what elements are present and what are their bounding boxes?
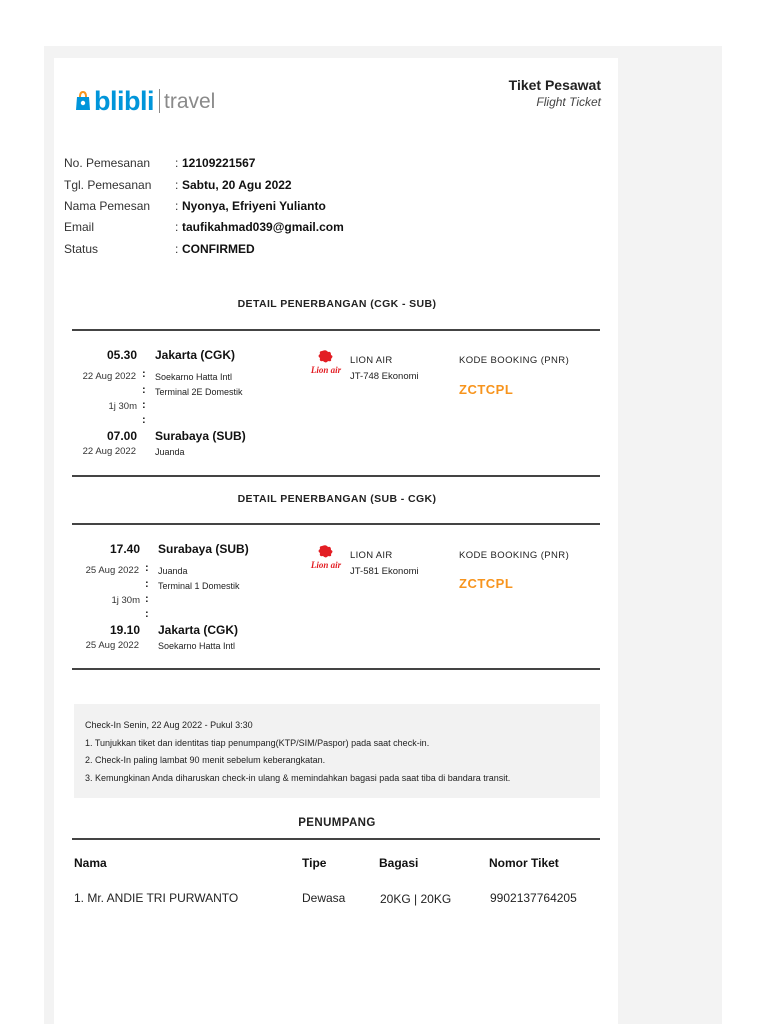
pnr-label: KODE BOOKING (PNR) [459,355,570,366]
booker-name-value: Nyonya, Efriyeni Yulianto [182,199,326,213]
colon: : [142,414,146,426]
departure-terminal: Terminal 1 Domestik [158,581,240,591]
colon: : [145,608,149,620]
blibli-travel-logo [74,84,215,118]
airline-name: LION AIR [350,550,393,561]
note-item: 2. Check-In paling lambat 90 menit sebelum keberangkatan. [85,755,326,765]
colon: : [145,593,149,605]
email-value: taufikahmad039@gmail.com [182,220,344,234]
booking-date-label: Tgl. Pemesanan [64,178,152,192]
check-in-notes [74,704,600,798]
departure-date: 25 Aug 2022 [85,565,139,576]
column-header-name: Nama [74,856,107,870]
passenger-type: Dewasa [302,891,346,905]
column-header-ticket-number: Nomor Tiket [489,856,559,870]
lion-air-logo [304,349,348,380]
colon: : [145,562,149,574]
divider [72,668,600,670]
arrival-time: 19.10 [109,623,140,637]
ticket-title: Tiket Pesawat [508,77,601,93]
departure-time: 17.40 [109,542,140,556]
status-label: Status [64,242,99,256]
departure-city: Surabaya (SUB) [158,542,249,556]
booking-number-value: 12109221567 [182,156,256,170]
colon: : [142,368,146,380]
lion-air-logo [304,544,348,575]
colon: : [175,178,179,192]
passenger-name: 1. Mr. ANDIE TRI PURWANTO [74,891,239,905]
flight-duration: 1j 30m [111,595,140,606]
departure-airport: Juanda [158,566,188,576]
flight-number: JT-581 Ekonomi [350,566,419,577]
pnr-code: ZCTCPL [459,576,514,591]
logo-divider [159,89,160,113]
arrival-date: 25 Aug 2022 [85,640,139,651]
departure-terminal: Terminal 2E Domestik [155,387,243,397]
divider [72,523,600,525]
pnr-label: KODE BOOKING (PNR) [459,550,570,561]
blibli-bag-icon [74,91,92,111]
svg-text:Lion air: Lion air [310,560,342,570]
email-label: Email [64,220,95,234]
logo-subtitle: travel [164,89,216,113]
svg-text:Lion air: Lion air [310,365,342,375]
colon: : [175,199,179,213]
arrival-city: Surabaya (SUB) [155,429,246,443]
booking-date-value: Sabtu, 20 Agu 2022 [182,178,292,192]
flight-section-title: DETAIL PENERBANGAN (CGK - SUB) [237,298,437,310]
booking-number-label: No. Pemesanan [64,156,151,170]
flight-duration: 1j 30m [108,401,137,412]
departure-date: 22 Aug 2022 [82,371,136,382]
divider [72,329,600,331]
arrival-airport: Juanda [155,447,185,457]
departure-city: Jakarta (CGK) [155,348,236,362]
colon: : [175,242,179,256]
departure-airport: Soekarno Hatta Intl [155,372,233,382]
passenger-baggage: 20KG | 20KG [380,892,452,906]
arrival-city: Jakarta (CGK) [158,623,239,637]
passenger-section-title: PENUMPANG [298,817,376,829]
passenger-ticket-number: 9902137764205 [490,891,577,905]
check-in-time: Check-In Senin, 22 Aug 2022 - Pukul 3:30 [85,720,253,730]
departure-time: 05.30 [106,348,137,362]
note-item: 3. Kemungkinan Anda diharuskan check-in ulang & memindahkan bagasi pada saat tiba di bandara transit. [85,773,511,783]
flight-section-title: DETAIL PENERBANGAN (SUB - CGK) [237,493,437,505]
colon: : [142,384,146,396]
flight-number: JT-748 Ekonomi [350,371,419,382]
arrival-time: 07.00 [106,429,137,443]
column-header-type: Tipe [302,856,327,870]
ticket-subtitle: Flight Ticket [536,95,601,109]
colon: : [145,578,149,590]
arrival-airport: Soekarno Hatta Intl [158,641,236,651]
arrival-date: 22 Aug 2022 [82,446,136,457]
logo-wordmark: blibli [94,85,154,116]
column-header-baggage: Bagasi [379,856,419,870]
divider [72,475,600,477]
booker-name-label: Nama Pemesan [64,199,151,213]
colon: : [175,220,179,234]
divider [72,838,600,840]
pnr-code: ZCTCPL [459,382,514,397]
colon: : [175,156,179,170]
note-item: 1. Tunjukkan tiket dan identitas tiap penumpang(KTP/SIM/Paspor) pada saat check-in. [85,738,430,748]
colon: : [142,399,146,411]
status-value: CONFIRMED [182,242,255,256]
airline-name: LION AIR [350,355,393,366]
